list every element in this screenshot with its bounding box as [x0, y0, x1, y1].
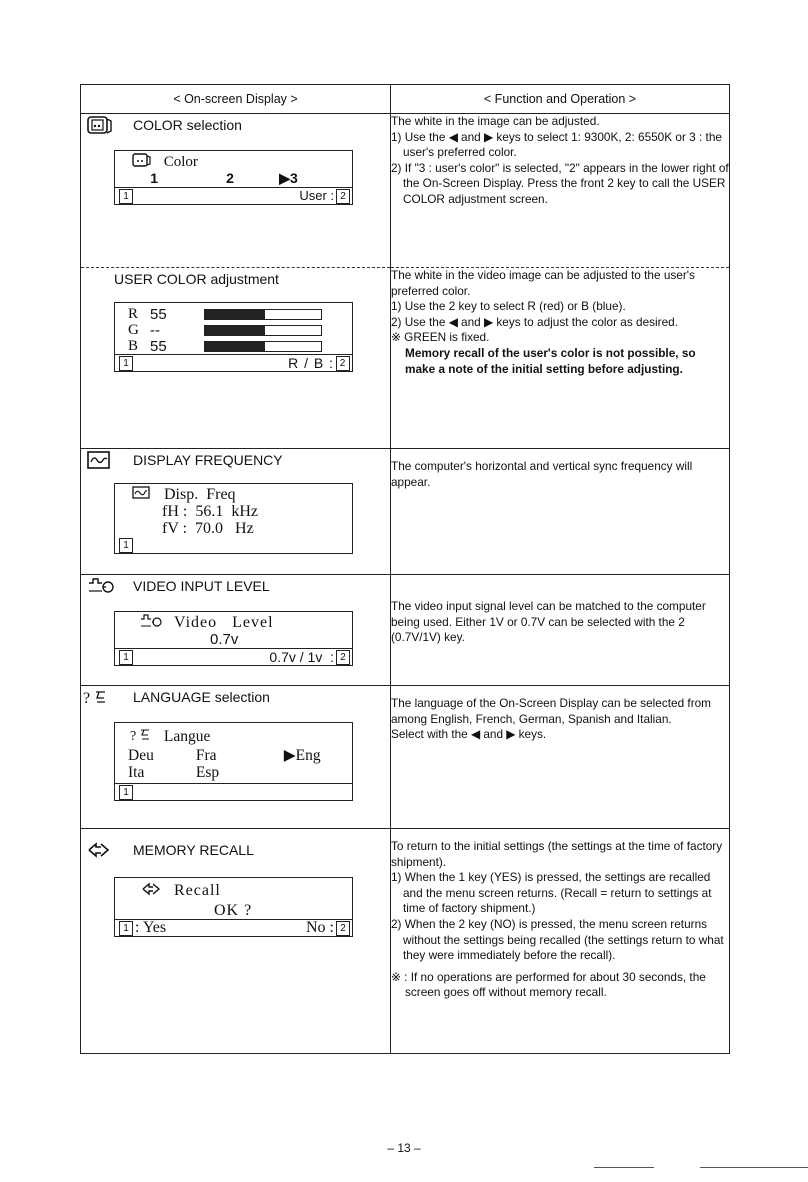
key-1: 1: [119, 356, 133, 371]
osd-title-frequency: Disp. Freq: [164, 486, 236, 503]
fh-readout: fH : 56.1 kHz: [162, 503, 258, 520]
desc-user-step2: 2) Use the ◀ and ▶ keys to adjust the color as desired.: [391, 314, 678, 329]
desc-language: The language of the On-Screen Display can be selected from among English, French, German, Spanish and Italian.: [391, 696, 712, 726]
row-language: [81, 686, 730, 829]
color-option-2: 2: [226, 170, 234, 186]
osd-title-color: Color: [163, 154, 198, 170]
lang-deu: Deu: [128, 747, 154, 764]
bar-value-g: --: [150, 321, 160, 339]
osd-cell-frequency: [81, 449, 391, 575]
lang-esp: Esp: [195, 764, 220, 781]
desc-user-intro: The white in the video image can be adjusted to the user's preferred color.: [391, 268, 695, 298]
row-recall: [81, 829, 730, 1054]
desc-cell-user-color: [391, 268, 730, 449]
desc-user-step1: 1) Use the 2 key to select R (red) or B (blue).: [391, 299, 626, 314]
osd-cell-user-color: [81, 268, 391, 449]
row-color: [81, 114, 730, 268]
desc-recall-intro: To return to the initial settings (the settings at the time of factory shipment).: [391, 839, 723, 869]
g-level-bar: [204, 325, 322, 336]
scan-mark: [700, 1167, 808, 1168]
fv-readout: fV : 70.0 Hz: [162, 520, 254, 537]
osd-frequency-screen: [114, 483, 353, 554]
page-number: – 13 –: [387, 1141, 421, 1155]
key-2: 2: [336, 189, 350, 204]
osd-video-screen: [114, 611, 353, 666]
video-level-value: 0.7v: [210, 631, 239, 648]
desc-cell-video: [391, 575, 730, 686]
user-label: User :: [299, 187, 334, 203]
section-title-video: VIDEO INPUT LEVEL: [81, 575, 390, 597]
bar-row-g: [128, 322, 352, 338]
row-user-color: [81, 268, 730, 449]
desc-cell-color: [391, 114, 730, 268]
language-icon: [83, 687, 111, 707]
section-title-recall: MEMORY RECALL: [81, 839, 390, 861]
recall-confirm: OK ?: [214, 902, 253, 919]
bar-label-b: B: [128, 337, 139, 354]
color-monitor-icon: [87, 115, 115, 135]
bar-label-g: G: [128, 321, 139, 338]
lang-ita: Ita: [128, 764, 145, 781]
desc-color-intro: The white in the image can be adjusted.: [391, 114, 600, 128]
recall-no-label: No :: [306, 919, 334, 936]
key-2: 2: [336, 921, 350, 936]
frequency-wave-icon: [132, 486, 150, 499]
scan-mark: [594, 1167, 654, 1168]
section-title-language: ? LANGUAGE selection: [83, 689, 270, 706]
desc-cell-recall: [391, 829, 730, 1054]
osd-cell-recall: [81, 829, 391, 1054]
svg-text:?: ?: [130, 729, 137, 743]
desc-frequency: The computer's horizontal and vertical sync frequency will appear.: [391, 459, 693, 489]
video-level-icon: [87, 576, 115, 596]
desc-cell-frequency: [391, 449, 730, 575]
key-2: 2: [336, 356, 350, 371]
desc-language-keys: Select with the ◀ and ▶ keys.: [391, 727, 547, 742]
desc-recall-step1: 1) When the 1 key (YES) is pressed, the settings are recalled and the menu screen returns. (Recall = return to settings at time of factory shipment.): [391, 870, 712, 916]
osd-title-language: Langue: [163, 728, 211, 745]
desc-recall-step2: 2) When the 2 key (NO) is pressed, the menu screen returns without the settings being recalled (the settings return to what they were immediately before the recall).: [391, 916, 724, 963]
key-1: 1: [119, 785, 133, 800]
operation-table: [80, 84, 730, 1054]
osd-cell-color: [81, 114, 391, 268]
desc-color-step2: 2) If "3 : user's color" is selected, "2" appears in the lower right of the On-Screen Display. Press the front 2 key to call the USER COLOR adjustment screen.: [391, 160, 729, 206]
osd-language-screen: [114, 722, 353, 801]
color-option-1: 1: [150, 170, 158, 186]
language-icon: [130, 727, 156, 743]
osd-title-recall: Recall: [174, 882, 221, 899]
header-osd: < On-screen Display >: [81, 85, 391, 114]
color-monitor-icon: [132, 153, 152, 167]
bar-label-r: R: [128, 305, 139, 322]
recall-arrow-icon: [142, 882, 162, 896]
frequency-wave-icon: [87, 450, 115, 470]
osd-user-color-screen: [114, 302, 353, 372]
video-option-label: 0.7v / 1v :: [269, 648, 334, 665]
recall-yes-label: : Yes: [135, 919, 167, 936]
r-level-bar: [204, 309, 322, 320]
rb-label: R / B :: [288, 354, 334, 371]
color-option-3: ▶3: [279, 170, 298, 186]
desc-user-warning: Memory recall of the user's color is not possible, so make a note of the initial setting before adjusting.: [405, 345, 696, 376]
key-1: 1: [119, 538, 133, 553]
row-frequency: [81, 449, 730, 575]
osd-recall-screen: [114, 877, 353, 937]
osd-cell-language: [81, 686, 391, 829]
section-title-frequency: DISPLAY FREQUENCY: [81, 449, 390, 471]
osd-color-screen: [114, 150, 353, 205]
osd-cell-video: [81, 575, 391, 686]
desc-cell-language: [391, 686, 730, 829]
recall-arrow-icon: [87, 840, 115, 860]
key-1: 1: [119, 921, 133, 936]
header-function: < Function and Operation >: [391, 85, 730, 114]
key-1: 1: [119, 189, 133, 204]
lang-eng: ▶Eng: [283, 747, 321, 764]
bar-value-r: 55: [150, 305, 167, 323]
section-title-color: COLOR selection: [81, 114, 390, 136]
lang-fra: Fra: [195, 747, 217, 764]
osd-title-video: Video Level: [174, 614, 274, 631]
key-2: 2: [336, 650, 350, 665]
desc-recall-note: ※ : If no operations are performed for about 30 seconds, the screen goes off without memory recall.: [391, 969, 706, 1000]
bar-row-r: [128, 306, 352, 322]
desc-color-step1: 1) Use the ◀ and ▶ keys to select 1: 9300K, 2: 6550K or 3 : the user's preferred color.: [391, 129, 722, 160]
desc-user-note: ※ GREEN is fixed.: [391, 330, 490, 345]
b-level-bar: [204, 341, 322, 352]
svg-text:?: ?: [83, 690, 91, 706]
section-title-user-color: USER COLOR adjustment: [114, 271, 279, 287]
bar-row-b: [128, 338, 352, 354]
key-1: 1: [119, 650, 133, 665]
video-level-icon: [140, 614, 164, 628]
bar-value-b: 55: [150, 337, 167, 355]
row-video: [81, 575, 730, 686]
desc-video: The video input signal level can be matched to the computer being used. Either 1V or 0.7V can be selected with the 2 (0.7V/1V) key.: [391, 599, 706, 645]
